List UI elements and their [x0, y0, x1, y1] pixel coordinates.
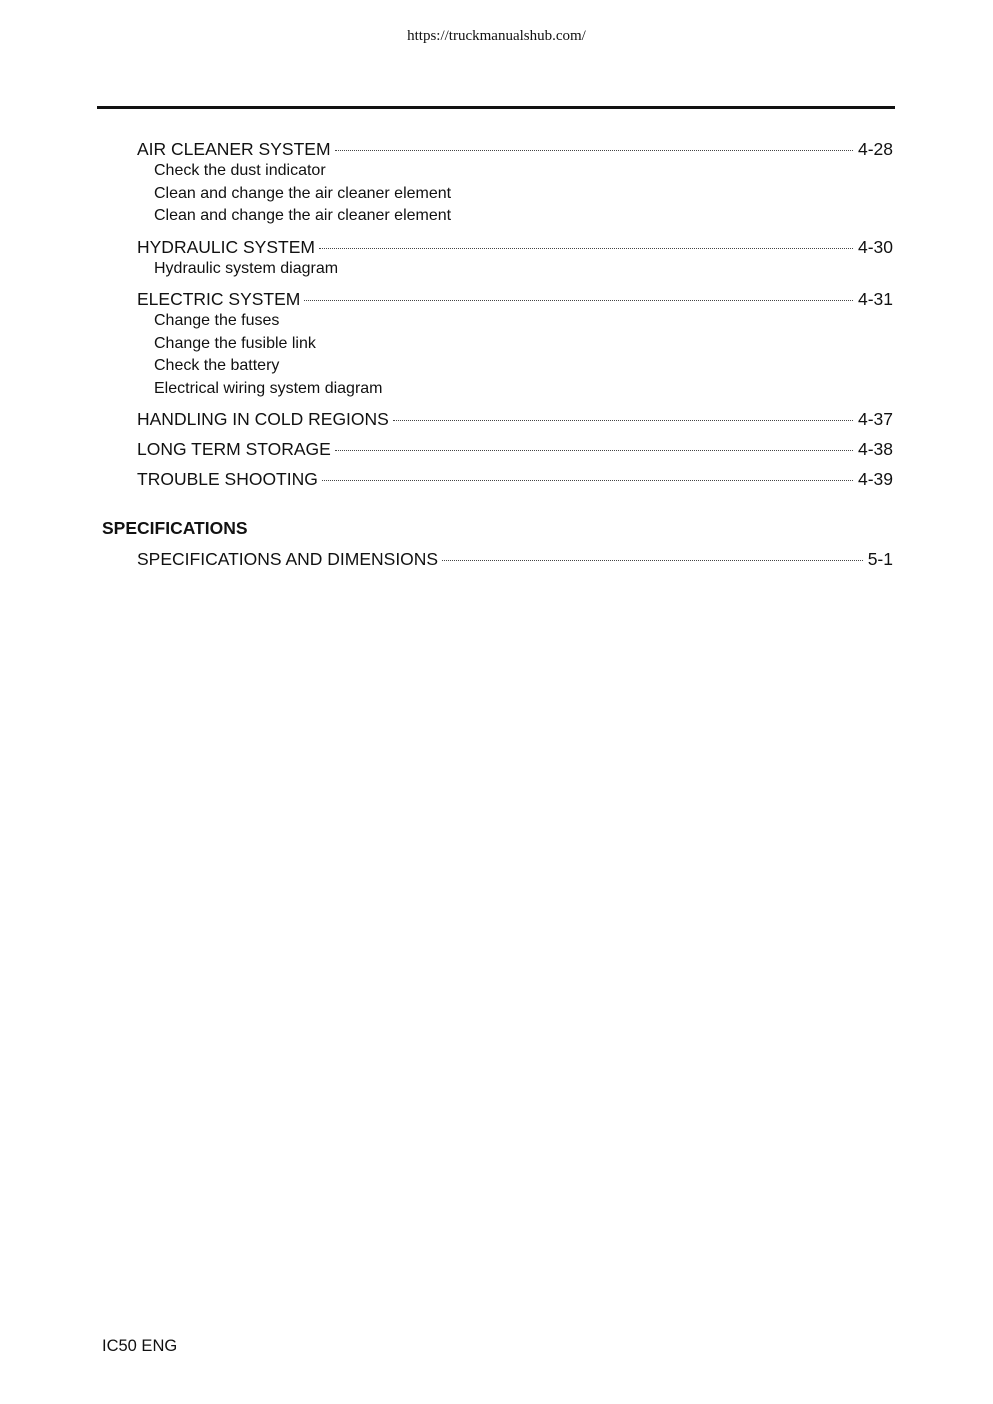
toc-list-specifications	[137, 548, 893, 570]
dot-leader	[393, 420, 853, 421]
dot-leader	[304, 300, 853, 301]
toc-entry-title: HANDLING IN COLD REGIONS	[137, 409, 389, 429]
toc-entry-page: 4-31	[857, 289, 893, 309]
toc-entry-title: SPECIFICATIONS AND DIMENSIONS	[137, 549, 439, 569]
toc-entry-hydraulic-system[interactable]	[137, 236, 893, 258]
toc-subitem: Electrical wiring system diagram	[154, 379, 383, 397]
toc-subitem: Clean and change the air cleaner element	[154, 184, 452, 202]
toc-subitem: Hydraulic system diagram	[154, 259, 339, 277]
dot-leader	[319, 248, 853, 249]
toc-entry-specifications-and-dimensions[interactable]	[137, 548, 893, 570]
toc-entry-page: 4-39	[857, 469, 893, 489]
footer-label: IC50 ENG	[102, 1337, 178, 1355]
toc-entry-air-cleaner-system[interactable]	[137, 138, 893, 160]
toc-entry-page: 4-37	[857, 409, 893, 429]
toc-entry-page: 4-30	[857, 236, 893, 257]
toc-subitem: Check the dust indicator	[154, 162, 326, 179]
header-rule	[97, 106, 895, 109]
toc-entry-page: 4-28	[857, 139, 893, 159]
toc-subitem: Clean and change the air cleaner element	[154, 207, 452, 224]
toc-entry-title: ELECTRIC SYSTEM	[137, 289, 301, 309]
toc-entry-trouble-shooting[interactable]	[137, 468, 893, 490]
toc-entry-title: AIR CLEANER SYSTEM	[137, 139, 331, 159]
toc-entry-title: LONG TERM STORAGE	[137, 439, 331, 459]
toc-subitem: Change the fusible link	[154, 334, 316, 352]
toc-entry-title: TROUBLE SHOOTING	[137, 469, 318, 489]
dot-leader	[335, 150, 853, 151]
section-heading-specifications: SPECIFICATIONS	[102, 518, 248, 538]
toc-entry-electric-system[interactable]	[137, 288, 893, 310]
toc-entry-title: HYDRAULIC SYSTEM	[137, 236, 315, 257]
toc-entry-long-term-storage[interactable]	[137, 438, 893, 460]
toc-subitem: Change the fuses	[154, 312, 280, 329]
dot-leader	[335, 450, 853, 451]
toc-entry-page: 4-38	[857, 439, 893, 459]
toc-subitem: Check the battery	[154, 357, 280, 374]
dot-leader	[322, 480, 853, 481]
toc-entry-handling-in-cold-regions[interactable]	[137, 408, 893, 430]
toc-entry-page: 5-1	[867, 549, 893, 569]
header-url: https://truckmanualshub.com/	[407, 28, 586, 44]
dot-leader	[442, 560, 863, 561]
toc-list	[137, 138, 893, 490]
